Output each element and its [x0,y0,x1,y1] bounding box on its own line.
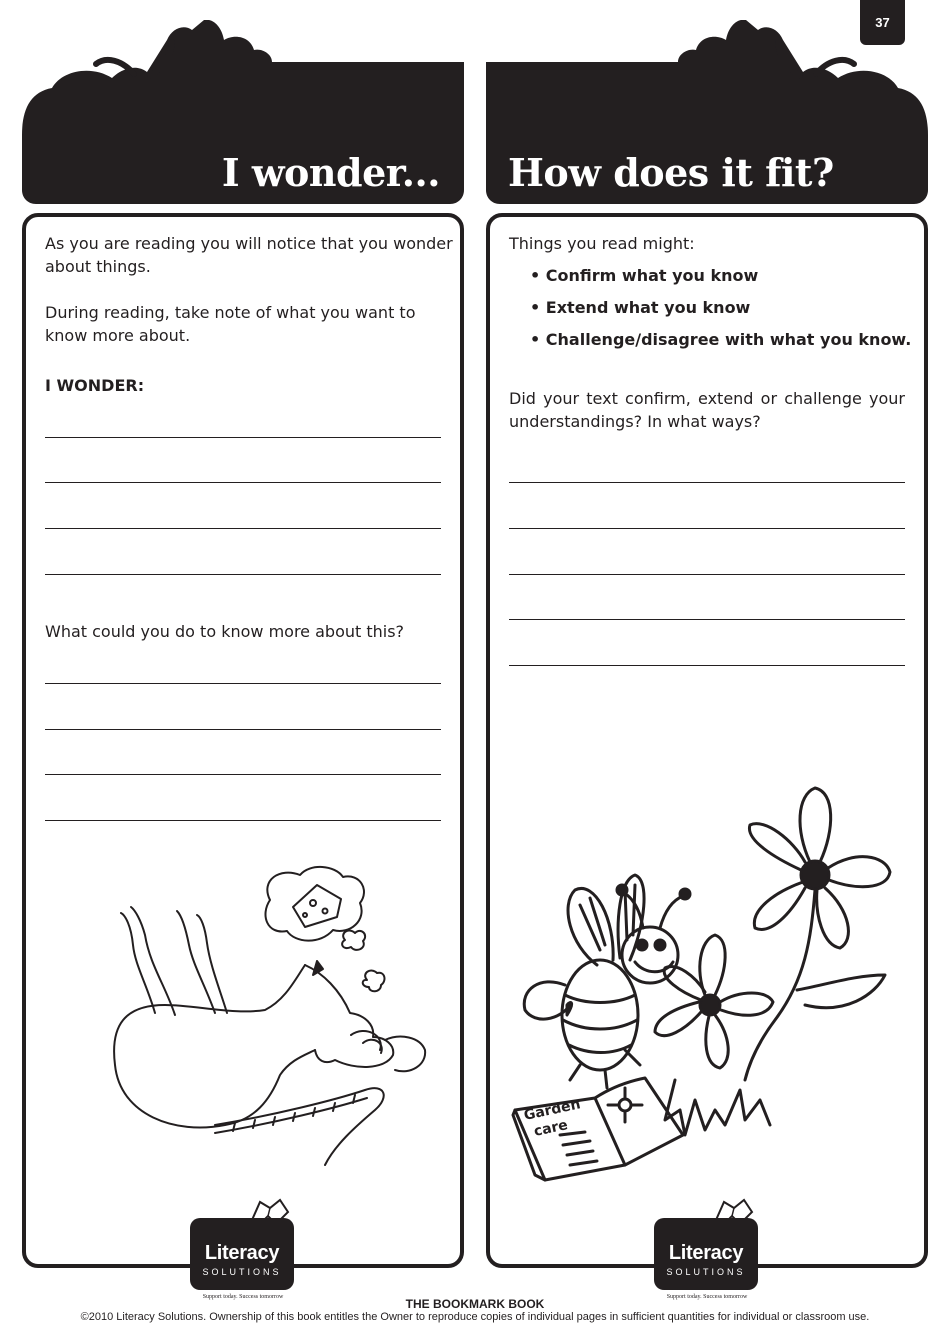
right-question-line-2: understandings? In what ways? [509,412,761,431]
footer-copyright: ©2010 Literacy Solutions. Ownership of this book entitles the Owner to reproduce copies of individual pages in sufficient quantities for individual or classroom use. [80,1311,870,1323]
writing-line[interactable] [45,437,441,438]
logo-sub: SOLUTIONS [202,1267,282,1277]
writing-line[interactable] [509,528,905,529]
right-banner-title: How does it fit? [508,150,834,195]
bullet-challenge: • Challenge/disagree with what you know. [530,330,912,349]
logo-word: Literacy [668,1242,744,1264]
left-intro-line-1: As you are reading you will notice that you wonder [45,234,453,253]
bullet-confirm: • Confirm what you know [530,266,759,285]
writing-line[interactable] [45,729,441,730]
logo-tagline: Support today. Success tomorrow [666,1294,748,1300]
bullet-extend: • Extend what you know [530,298,751,317]
left-during-line-2: know more about. [45,326,191,345]
right-intro: Things you read might: [509,234,695,253]
mouse-illustration [55,865,445,1185]
footer-title: THE BOOKMARK BOOK [405,1297,545,1311]
writing-line[interactable] [509,665,905,666]
writing-line[interactable] [45,482,441,483]
right-question-line-1: Did your text confirm, extend or challenge your [509,389,905,408]
left-during-line-1: During reading, take note of what you want to [45,303,416,322]
logo-tagline: Support today. Success tomorrow [202,1294,284,1300]
left-banner-title: I wonder... [221,150,440,195]
logo-sub: SOLUTIONS [666,1267,746,1277]
logo-box [190,1218,294,1290]
writing-line[interactable] [45,774,441,775]
writing-line[interactable] [45,528,441,529]
left-intro-line-2: about things. [45,257,151,276]
left-banner [22,20,464,205]
writing-line[interactable] [45,574,441,575]
logo-box [654,1218,758,1290]
i-wonder-label: I WONDER: [45,376,145,395]
right-banner [486,20,928,205]
writing-line[interactable] [509,482,905,483]
page-number: 37 [860,0,905,45]
book-label-line-2: care [532,1117,570,1140]
writing-line[interactable] [509,619,905,620]
writing-line[interactable] [45,683,441,684]
logo-word: Literacy [204,1242,280,1264]
left-question: What could you do to know more about this? [45,622,405,641]
writing-line[interactable] [509,574,905,575]
writing-line[interactable] [45,820,441,821]
book-label-line-1: Garden [522,1096,582,1124]
bee-flowers-illustration [505,780,915,1190]
